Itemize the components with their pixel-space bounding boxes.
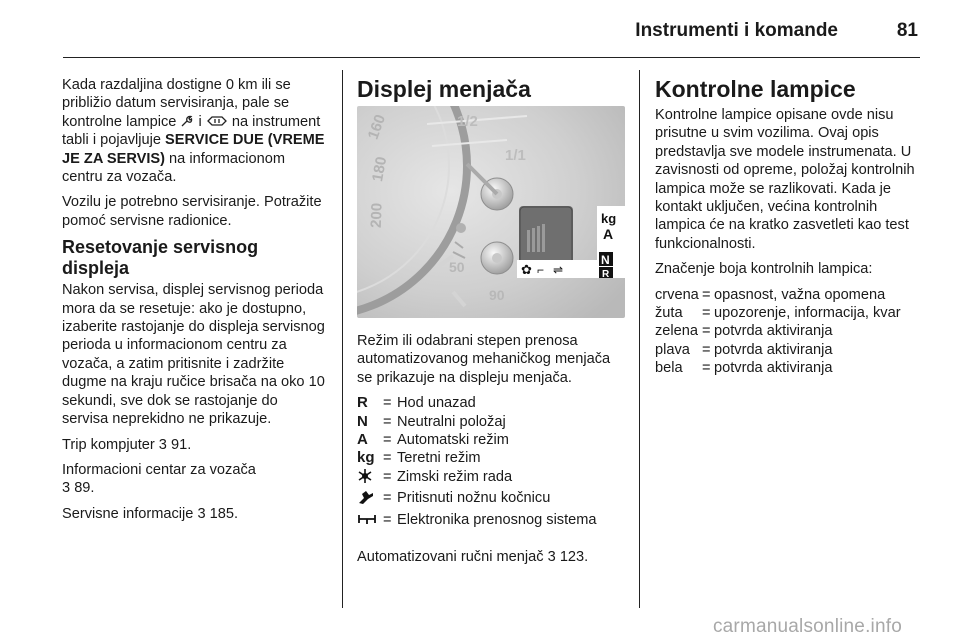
definition-value: Neutralni položaj [397, 413, 506, 430]
gearbox-definitions [357, 394, 625, 532]
warning-lights-paragraph: Kontrolne lampice opisane ovde nisu prisutne u svim vozilima. Ovaj opis predstavlja sve modele instrumenata. U zavisnosti od opreme, položaj kontrolnih lampica može se razlikovati. Kada je kontakt uključen, većina kontrolnih lampica će na kratko zasvetleti kao test funkcionalnosti. [655, 107, 915, 252]
display-auto-mode: A [603, 226, 614, 242]
column-right [655, 76, 925, 378]
page-header [63, 18, 920, 58]
section-heading-reset: Resetovanje servisnog displeja [62, 237, 259, 279]
definition-value: Teretni režim [397, 450, 481, 467]
speed-tick-label: 180 [369, 155, 391, 183]
display-foot-brake-icon: ⌐ [537, 263, 545, 277]
service-paragraph: Kada razdaljina dostigne 0 km ili se približio datum servisiranja, pale se kontrolne lampice i na instrument tabli i pojavljuje SERVICE DUE (VREME JE ZA SERVIS) na informacionom centru za vozača. [62, 77, 325, 186]
reference-arrow-icon: 3 [547, 549, 556, 566]
definition-key: A [357, 431, 368, 449]
definition-value: Automatski režim [397, 432, 509, 449]
colour-name: žuta [655, 305, 683, 322]
column-middle [357, 76, 625, 573]
reference-arrow-icon: 3 [62, 480, 71, 497]
colour-name: crvena [655, 286, 699, 303]
reference-service-info: Servisne informacije 3 185. [62, 505, 239, 522]
section-heading-gearbox-display: Displej menjača [357, 76, 531, 102]
service-due-message: SERVICE DUE (VREME JE ZA SERVIS) [62, 132, 325, 167]
colour-meaning-intro: Značenje boja kontrolnih lampica: [655, 261, 873, 278]
colour-meaning: potvrda aktiviranja [714, 360, 833, 377]
colour-name: bela [655, 360, 683, 377]
temperature-tick-label: 90 [489, 287, 505, 303]
display-load-mode: kg [601, 211, 617, 226]
definition-value: Hod unazad [397, 395, 476, 412]
definition-row: = Pritisnuti nožnu kočnicu [357, 489, 625, 510]
column-divider-2 [639, 70, 640, 608]
definition-key: R [357, 394, 368, 412]
temperature-tick-label: 50 [449, 259, 465, 275]
display-snowflake-icon: ✿ [521, 262, 532, 277]
reference-automated-gearbox: Automatizovani ručni menjač 3 123. [357, 549, 589, 566]
colour-row: žuta = upozorenje, informacija, kvar [655, 304, 925, 322]
reference-arrow-icon: 3 [158, 436, 167, 453]
colour-name: zelena [655, 323, 699, 340]
wrench-service-icon [180, 114, 194, 128]
definition-row: kg = Teretni režim [357, 449, 625, 467]
reference-trip-computer: Trip kompjuter 3 91. [62, 436, 192, 453]
colour-meaning: potvrda aktiviranja [714, 341, 833, 358]
colour-row: bela = potvrda aktiviranja [655, 359, 925, 377]
definition-row: = Zimski režim rada [357, 468, 625, 489]
column-divider-1 [342, 70, 343, 608]
definition-row: N = Neutralni položaj [357, 413, 625, 431]
colour-meaning: potvrda aktiviranja [714, 323, 833, 340]
display-gear-reverse: R [602, 269, 610, 280]
reference-driver-info-centre: Informacioni centar za vozača 3 89. [62, 461, 256, 497]
section-heading-warning-lights: Kontrolne lampice [655, 76, 856, 102]
snowflake-icon [357, 468, 383, 489]
colour-name: plava [655, 341, 690, 358]
definition-key: kg [357, 449, 375, 467]
engine-service-icon [206, 114, 228, 128]
colour-meaning-list [655, 286, 925, 378]
instrument-cluster-illustration [357, 106, 625, 318]
definition-row: A = Automatski režim [357, 431, 625, 449]
foot-brake-icon [357, 489, 383, 510]
page-title: Instrumenti i komande [635, 20, 838, 41]
column-left [62, 76, 328, 530]
colour-row: zelena = potvrda aktiviranja [655, 322, 925, 340]
gearbox-icon [357, 511, 383, 532]
speed-tick-label: 160 [364, 112, 390, 142]
colour-row: plava = potvrda aktiviranja [655, 341, 925, 359]
definition-value: Pritisnuti nožnu kočnicu [397, 490, 551, 507]
watermark[interactable]: carmanualsonline.info [712, 616, 902, 637]
definition-row: = Elektronika prenosnog sistema [357, 511, 625, 532]
speed-tick-label: 200 [367, 202, 386, 229]
colour-meaning: opasnost, važna opomena [714, 286, 886, 303]
fuel-tick-label: 1/1 [505, 147, 526, 164]
colour-row: crvena = opasnost, važna opomena [655, 286, 925, 304]
definition-value: Zimski režim rada [397, 468, 513, 485]
fuel-tick-label: 1/2 [457, 113, 478, 130]
display-gearbox-icon: ⇌ [553, 263, 564, 277]
gearbox-intro: Režim ili odabrani stepen prenosa automatizovanog mehaničkog menjača se prikazuje na displeju menjača. [357, 333, 611, 386]
display-gear-neutral: N [601, 253, 610, 267]
reset-paragraph: Nakon servisa, displej servisnog perioda mora da se resetuje: ako je dostupno, izaberite rastojanje do displeja servisnog perioda u informacionom centru za vozača, a zatim pritisnite i zadržite dugme na kraju ručice brisača na oko 10 sekundi, sve dok se rastojanje do servisa neprekidno ne prikazuje. [62, 282, 325, 428]
gearbox-display-figure [357, 106, 625, 318]
definition-row: R = Hod unazad [357, 394, 625, 412]
reference-arrow-icon: 3 [197, 505, 206, 522]
page-number: 81 [896, 20, 918, 41]
definition-value: Elektronika prenosnog sistema [397, 511, 597, 528]
colour-meaning: upozorenje, informacija, kvar [714, 305, 901, 322]
definition-key: N [357, 412, 368, 430]
service-advice: Vozilu je potrebno servisiranje. Potražite pomoć servisne radionice. [62, 194, 322, 229]
